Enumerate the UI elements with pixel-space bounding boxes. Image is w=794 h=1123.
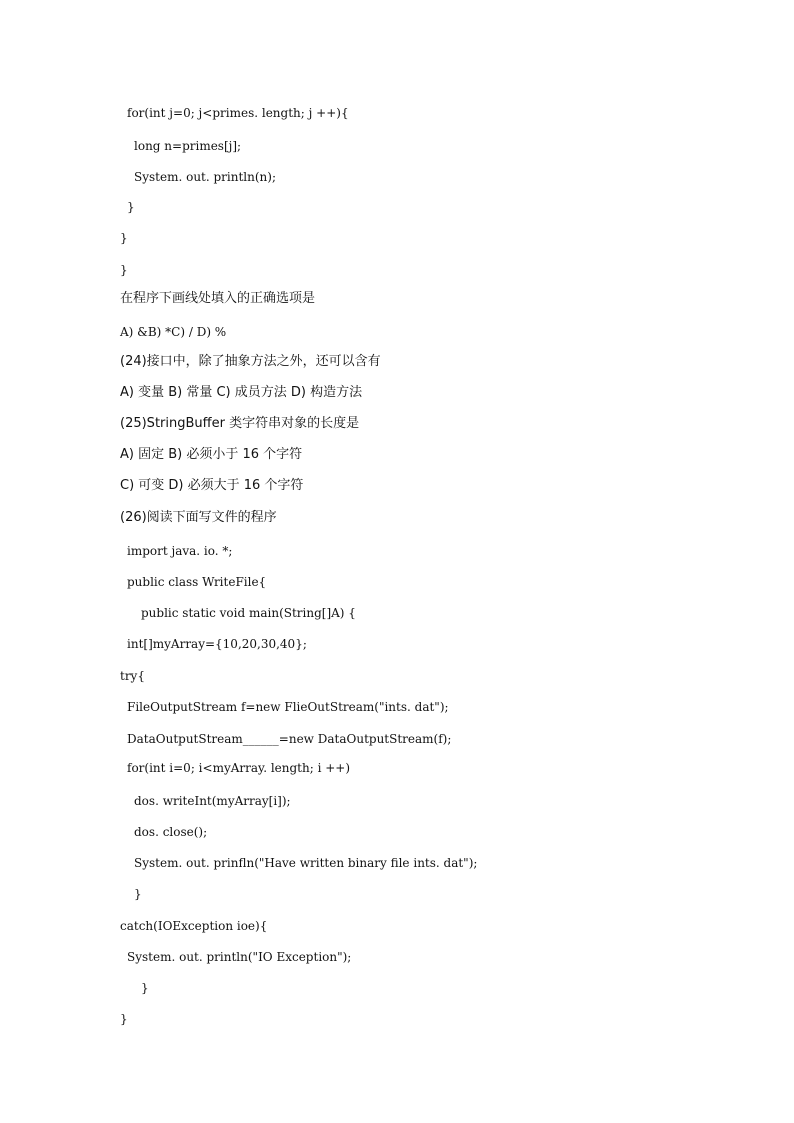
code-line: public static void main(String[]A) { [141, 606, 356, 620]
code-line: dos. close(); [134, 825, 208, 839]
code-line: } [141, 981, 149, 995]
code-line: FileOutputStream f=new FlieOutStream("ints. dat"); [127, 700, 449, 714]
answer-options: C) 可变 D) 必须大于 16 个字符 [120, 478, 304, 493]
answer-options: A) &B) *C) / D) % [120, 325, 227, 339]
code-line: for(int i=0; i<myArray. length; i ++) [127, 761, 351, 775]
code-line: } [127, 200, 135, 214]
answer-options: A) 固定 B) 必须小于 16 个字符 [120, 447, 303, 462]
code-line: try{ [120, 669, 145, 683]
code-line: System. out. println("IO Exception"); [127, 950, 352, 964]
code-line: } [134, 887, 142, 901]
code-line: DataOutputStream______=new DataOutputStream(f); [127, 732, 452, 746]
question-text: 在程序下画线处填入的正确选项是 [120, 291, 316, 306]
code-line: import java. io. *; [127, 544, 233, 558]
code-line: int[]myArray={10,20,30,40}; [127, 637, 307, 651]
code-line: dos. writeInt(myArray[i]); [134, 794, 291, 808]
question-title: (25)StringBuffer 类字符串对象的长度是 [120, 416, 360, 431]
code-line: System. out. println(n); [134, 170, 277, 184]
answer-options: A) 变量 B) 常量 C) 成员方法 D) 构造方法 [120, 385, 363, 400]
question-title: (26)阅读下面写文件的程序 [120, 510, 277, 525]
code-line: public class WriteFile{ [127, 575, 267, 589]
code-line: catch(IOException ioe){ [120, 919, 268, 933]
code-line: long n=primes[j]; [134, 139, 242, 153]
code-line: } [120, 263, 128, 277]
code-line: System. out. prinfln("Have written binary file ints. dat"); [134, 856, 478, 870]
code-line: for(int j=0; j<primes. length; j ++){ [127, 106, 349, 120]
question-title: (24)接口中，除了抽象方法之外，还可以含有 [120, 354, 381, 369]
code-line: } [120, 231, 128, 245]
code-line: } [120, 1012, 128, 1026]
